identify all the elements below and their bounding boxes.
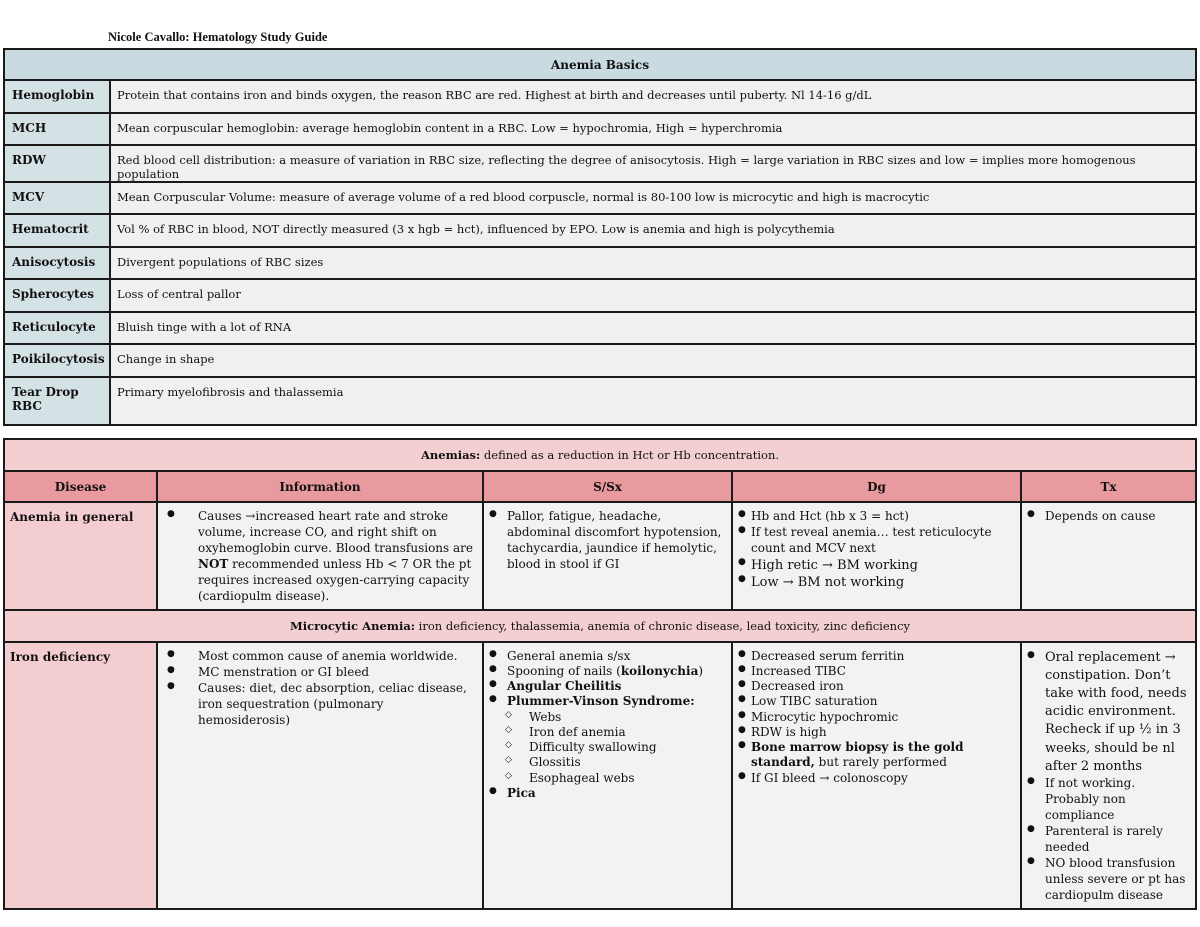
term-cell: RDW <box>4 145 110 182</box>
list-item: ● Low TIBC saturation <box>738 694 1015 709</box>
list-item: ● Decreased iron <box>738 679 1015 694</box>
anemia-basics-table <box>3 48 1197 426</box>
list-item: ● High retic → BM working <box>738 557 1015 574</box>
term-cell: Spherocytes <box>4 279 110 312</box>
definition-cell: Vol % of RBC in blood, NOT directly measured (3 x hgb = hct), influenced by EPO. Low is anemia and high is polycythemia <box>110 214 1196 247</box>
table-row <box>4 214 1196 247</box>
list-item: ◇ Esophageal webs <box>489 771 726 786</box>
ssx-cell <box>483 502 732 610</box>
list-item: ● Depends on cause <box>1027 509 1190 525</box>
information-cell <box>157 502 483 610</box>
anemia-basics-header: Anemia Basics <box>4 49 1196 80</box>
list-item: ● Plummer-Vinson Syndrome: <box>489 694 726 709</box>
anemias-banner-label: Anemias: <box>420 448 481 462</box>
table-row <box>4 80 1196 113</box>
tx-cell <box>1021 502 1196 610</box>
disease-cell: Iron deficiency <box>4 642 157 909</box>
list-item: ● NO blood transfusion unless severe or pt has cardiopulm disease <box>1027 856 1190 904</box>
list-item: ◇ Iron def anemia <box>489 725 726 740</box>
definition-cell: Protein that contains iron and binds oxygen, the reason RBC are red. Highest at birth and decreases until puberty. Nl 14-16 g/dL <box>110 80 1196 113</box>
definition-cell: Red blood cell distribution: a measure of variation in RBC size, reflecting the degree of anisocytosis. High = large variation in RBC sizes and low = implies more homogenous population <box>110 145 1196 182</box>
document-title: Nicole Cavallo: Hematology Study Guide <box>108 30 328 44</box>
term-cell: Tear Drop RBC <box>4 377 110 425</box>
list-item: ● Angular Cheilitis <box>489 679 726 694</box>
anemias-banner-text: defined as a reduction in Hct or Hb concentration. <box>480 448 780 462</box>
list-item: ● Hb and Hct (hb x 3 = hct) <box>738 509 1015 525</box>
definition-cell: Loss of central pallor <box>110 279 1196 312</box>
list-item: ● Causes →increased heart rate and stroke volume, increase CO, and right shift on oxyhemoglobin curve. Blood transfusions are NOT recommended unless Hb < 7 OR the pt requires increased oxygen-carrying capacity (cardiopulm disease). <box>163 509 477 605</box>
definition-cell: Divergent populations of RBC sizes <box>110 247 1196 279</box>
list-item: ● Microcytic hypochromic <box>738 710 1015 725</box>
ssx-cell <box>483 642 732 909</box>
list-item: ● Parenteral is rarely needed <box>1027 824 1190 856</box>
term-cell: Poikilocytosis <box>4 344 110 377</box>
table-row <box>4 312 1196 344</box>
dg-cell <box>732 642 1021 909</box>
table-row <box>4 377 1196 425</box>
table-row <box>4 145 1196 182</box>
column-header-dg: Dg <box>732 471 1021 502</box>
term-cell: Anisocytosis <box>4 247 110 279</box>
list-item: ● RDW is high <box>738 725 1015 740</box>
table-row <box>4 344 1196 377</box>
column-header-information: Information <box>157 471 483 502</box>
list-item: ● Oral replacement → constipation. Don’t take with food, needs acidic environment. Recheck if up ½ in 3 weeks, should be nl after 2 months <box>1027 649 1190 776</box>
list-item: ● Decreased serum ferritin <box>738 649 1015 664</box>
disease-cell: Anemia in general <box>4 502 157 610</box>
table-row <box>4 113 1196 145</box>
definition-cell: Bluish tinge with a lot of RNA <box>110 312 1196 344</box>
list-item: ● If GI bleed → colonoscopy <box>738 771 1015 786</box>
list-item: ◇ Difficulty swallowing <box>489 740 726 755</box>
tx-cell <box>1021 642 1196 909</box>
definition-cell: Mean corpuscular hemoglobin: average hemoglobin content in a RBC. Low = hypochromia, High = hyperchromia <box>110 113 1196 145</box>
term-cell: MCV <box>4 182 110 214</box>
list-item: ● Bone marrow biopsy is the gold standard, but rarely performed <box>738 740 1015 770</box>
list-item: ● General anemia s/sx <box>489 649 726 664</box>
microcytic-banner-label: Microcytic Anemia: <box>289 618 416 633</box>
list-item: ● MC menstration or GI bleed <box>163 665 477 681</box>
table-row <box>4 247 1196 279</box>
definition-cell: Mean Corpuscular Volume: measure of average volume of a red blood corpuscle, normal is 80-100 low is microcytic and high is macrocytic <box>110 182 1196 214</box>
column-header-ssx: S/Sx <box>483 471 732 502</box>
definition-cell: Primary myelofibrosis and thalassemia <box>110 377 1196 425</box>
list-item: ● Spooning of nails (koilonychia) <box>489 664 726 679</box>
column-header-disease: Disease <box>4 471 157 502</box>
dg-cell <box>732 502 1021 610</box>
list-item: ◇ Glossitis <box>489 755 726 770</box>
table-row <box>4 642 1196 909</box>
list-item: ● Pica <box>489 786 726 801</box>
information-cell <box>157 642 483 909</box>
list-item: ● Increased TIBC <box>738 664 1015 679</box>
anemias-banner <box>4 439 1196 471</box>
list-item: ● Most common cause of anemia worldwide. <box>163 649 477 665</box>
list-item: ● If test reveal anemia… test reticulocyte count and MCV next <box>738 525 1015 557</box>
term-cell: Reticulocyte <box>4 312 110 344</box>
list-item: ● Causes: diet, dec absorption, celiac disease, iron sequestration (pulmonary hemosiderosis) <box>163 681 477 729</box>
term-cell: MCH <box>4 113 110 145</box>
definition-cell: Change in shape <box>110 344 1196 377</box>
list-item: ● If not working. Probably non compliance <box>1027 776 1190 824</box>
table-row <box>4 182 1196 214</box>
microcytic-banner <box>4 610 1196 642</box>
microcytic-banner-text: iron deficiency, thalassemia, anemia of chronic disease, lead toxicity, zinc deficiency <box>415 618 911 633</box>
list-item: ● Low → BM not working <box>738 574 1015 591</box>
term-cell: Hematocrit <box>4 214 110 247</box>
table-row <box>4 502 1196 610</box>
list-item: ● Pallor, fatigue, headache, abdominal discomfort hypotension, tachycardia, jaundice if hemolytic, blood in stool if GI <box>489 509 726 573</box>
anemias-table <box>3 438 1197 910</box>
column-header-tx: Tx <box>1021 471 1196 502</box>
table-row <box>4 279 1196 312</box>
list-item: ◇ Webs <box>489 710 726 725</box>
term-cell: Hemoglobin <box>4 80 110 113</box>
